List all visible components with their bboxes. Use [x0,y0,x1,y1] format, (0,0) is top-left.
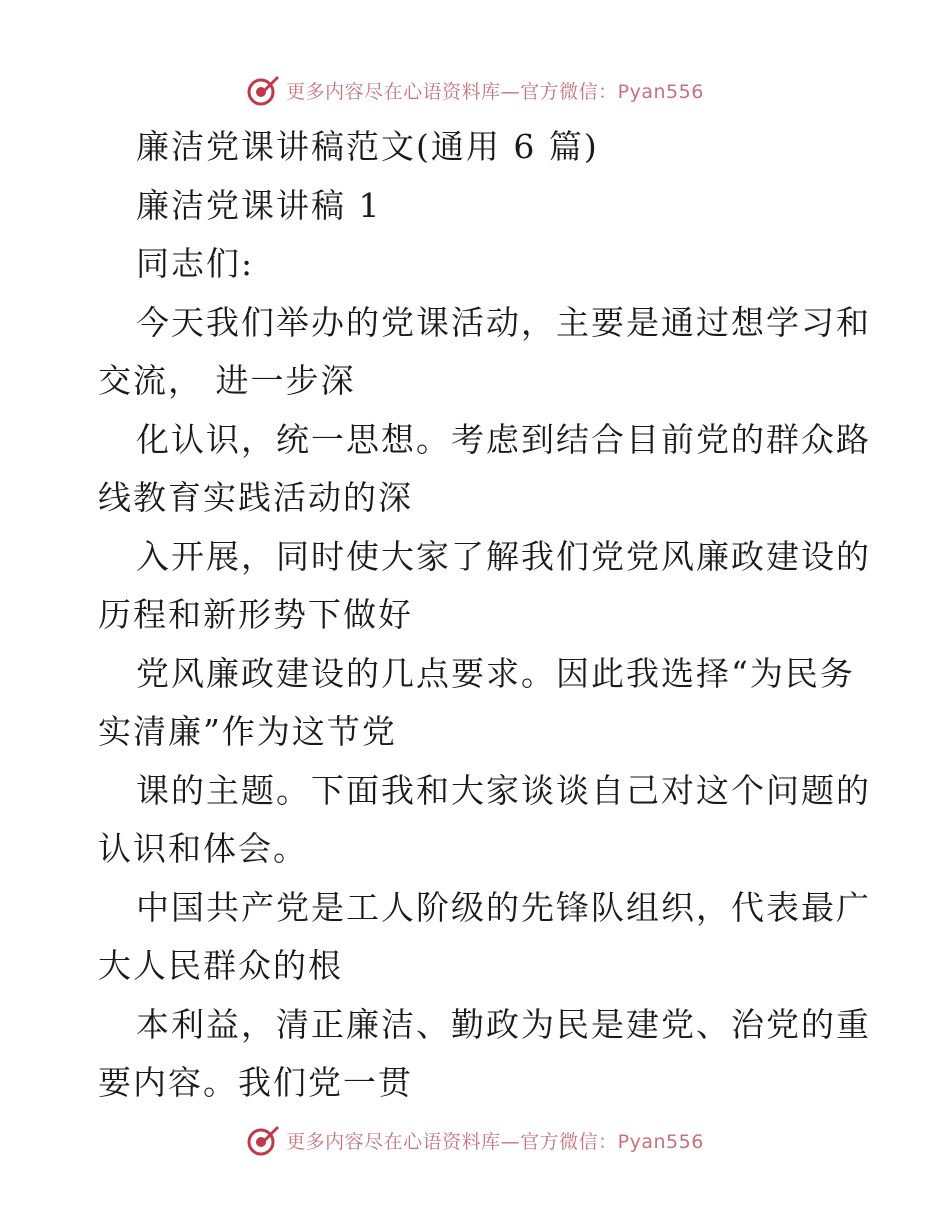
banner-separator: — [500,1130,521,1153]
paragraph-line: 化认识，统一思想。考虑到结合目前党的群众路 [136,419,871,459]
footer-banner [0,1118,950,1162]
paragraph-line: 本利益，清正廉洁、勤政为民是建党、治党的重 [136,1004,871,1044]
document-title: 廉洁党课讲稿范文(通用 6 篇) [136,127,599,166]
banner-inner [246,73,704,107]
section-heading: 廉洁党课讲稿 1 [136,185,382,225]
banner-site-name: 更多内容尽在心语资料库 [286,80,501,103]
paragraph-line: 交流， 进一步深 [98,361,356,400]
banner-wechat: 官方微信：Pyan556 [520,1130,704,1153]
paragraph-line: 党风廉政建设的几点要求。因此我选择“为民务 [136,653,855,693]
paragraph-line: 大人民群众的根 [98,946,343,985]
banner-inner [246,1123,704,1157]
paragraph-line: 实清廉”作为这节党 [98,712,397,751]
header-banner [0,68,950,112]
document-body [98,118,871,1113]
banner-wechat: 官方微信：Pyan556 [520,80,704,103]
banner-site-name: 更多内容尽在心语资料库 [286,1130,501,1153]
paragraph-line: 历程和新形势下做好 [98,595,413,634]
paragraph-line: 线教育实践活动的深 [98,478,413,517]
banner-separator: — [500,80,521,103]
pen-logo-icon [246,1123,280,1157]
pen-logo-icon [246,73,280,107]
paragraph-line: 课的主题。下面我和大家谈谈自己对这个问题的 [136,770,871,810]
paragraph-line: 入开展，同时使大家了解我们党党风廉政建设的 [136,536,871,576]
banner-text [286,77,704,104]
paragraph-line: 认识和体会。 [98,829,308,868]
paragraph-line: 今天我们举办的党课活动，主要是通过想学习和 [136,302,871,342]
paragraph-line: 要内容。我们党一贯 [98,1063,413,1102]
banner-text [286,1127,704,1154]
salutation: 同志们: [136,244,255,283]
paragraph-line: 中国共产党是工人阶级的先锋队组织，代表最广 [136,887,871,927]
